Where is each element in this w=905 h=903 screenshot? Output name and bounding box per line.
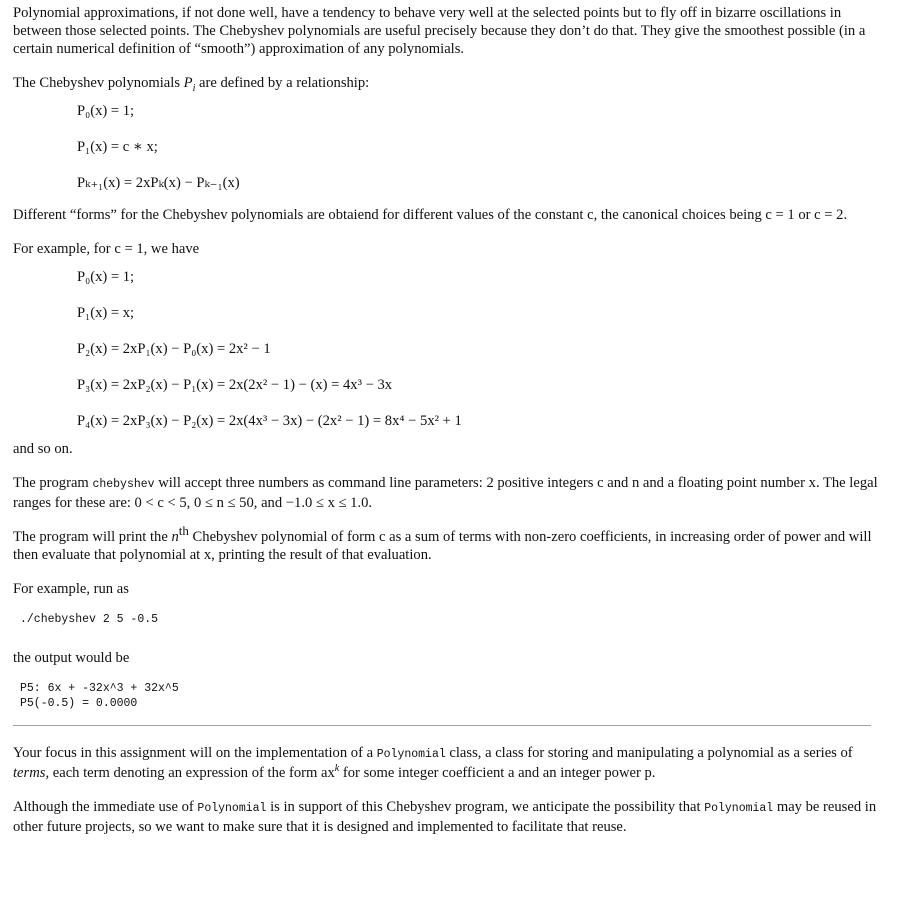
focus-lead: Your focus in this assignment will on the implementation of a [13, 745, 377, 761]
definition-lead: The Chebyshev polynomials [13, 75, 184, 91]
program-rest: will accept three numbers as command line parameters: 2 positive integers c and n and a floating point number x. The legal ranges for these are: 0 < c < 5, 0 ≤ n ≤ 50, and −1.0 ≤ x ≤ 1.0. [13, 475, 878, 511]
reuse-rest: may be reused in other future projects, so we want to make sure that it is designed and implemented to facilitate that reuse. [13, 799, 877, 835]
output-example: P5: 6x + -32x^3 + 32x^5 P5(-0.5) = 0.0000 [20, 682, 179, 710]
print-paragraph [13, 523, 883, 564]
example-eq-p2: P₂(x) = 2xP₁(x) − P₀(x) = 2x² − 1 [77, 341, 271, 357]
example-eq-p0: P₀(x) = 1; [77, 269, 135, 285]
focus-paragraph [13, 744, 883, 782]
print-n: n [171, 529, 179, 545]
run-intro: For example, run as [13, 581, 129, 597]
example-eq-p3: P₃(x) = 2xP₂(x) − P₁(x) = 2x(2x² − 1) − (x) = 4x³ − 3x [77, 377, 393, 393]
document-body [13, 4, 883, 852]
program-paragraph [13, 474, 883, 512]
intro-paragraph: Polynomial approximations, if not done well, have a tendency to behave very well at the selected points but to fly off in bizarre oscillations in between those selected points. The Chebyshev polynomials are useful precisely because they don’t do that. They give the smoothest possible (in a certain numerical definition of “smooth”) approximation of any polynomials. [13, 5, 866, 57]
focus-tail: for some integer coefficient a and an integer power p. [339, 765, 656, 781]
example-eq-p4: P₄(x) = 2xP₃(x) − P₂(x) = 2x(4x³ − 3x) − (2x² − 1) = 8x⁴ − 5x² + 1 [77, 413, 462, 429]
print-rest: Chebyshev polynomial of form c as a sum of terms with non-zero coefficients, in increasing order of power and will then evaluate that polynomial at x, printing the result of that evaluation. [13, 529, 872, 563]
recurrence-equations [77, 100, 883, 208]
definition-paragraph [13, 74, 883, 92]
focus-mid: class, a class for storing and manipulating a polynomial as a series of [445, 745, 853, 761]
example-intro: For example, for c = 1, we have [13, 241, 200, 257]
reuse-paragraph [13, 798, 883, 836]
reuse-mid: is in support of this Chebyshev program, we anticipate the possibility that [266, 799, 705, 815]
output-intro: the output would be [13, 650, 130, 666]
definition-subscript: i [192, 82, 196, 94]
reuse-class-2: Polynomial [704, 802, 774, 815]
recurrence-eq-p0: P₀(x) = 1; [77, 103, 135, 119]
reuse-lead: Although the immediate use of [13, 799, 198, 815]
command-example: ./chebyshev 2 5 -0.5 [20, 613, 159, 626]
focus-k: k [334, 763, 340, 775]
recurrence-eq-pk: Pₖ₊₁(x) = 2xPₖ(x) − Pₖ₋₁(x) [77, 175, 240, 191]
program-lead: The program [13, 475, 93, 491]
example-eq-p1: P₁(x) = x; [77, 305, 135, 321]
program-name: chebyshev [92, 478, 155, 491]
focus-rest: , each term denoting an expression of the form ax [45, 765, 335, 781]
recurrence-eq-p1: P₁(x) = c ∗ x; [77, 139, 158, 155]
forms-paragraph: Different “forms” for the Chebyshev polynomials are obtaiend for different values of the constant c, the canonical choices being c = 1 or c = 2. [13, 207, 848, 223]
section-divider [13, 725, 871, 726]
reuse-class-1: Polynomial [197, 802, 267, 815]
definition-tail: are defined by a relationship: [195, 75, 370, 91]
print-lead: The program will print the [13, 529, 172, 545]
focus-class: Polynomial [376, 748, 446, 761]
example-equations [77, 266, 883, 446]
focus-terms: terms [13, 765, 46, 781]
and-so-on: and so on. [13, 441, 73, 457]
print-th: th [178, 523, 189, 538]
definition-symbol: P [183, 75, 193, 91]
